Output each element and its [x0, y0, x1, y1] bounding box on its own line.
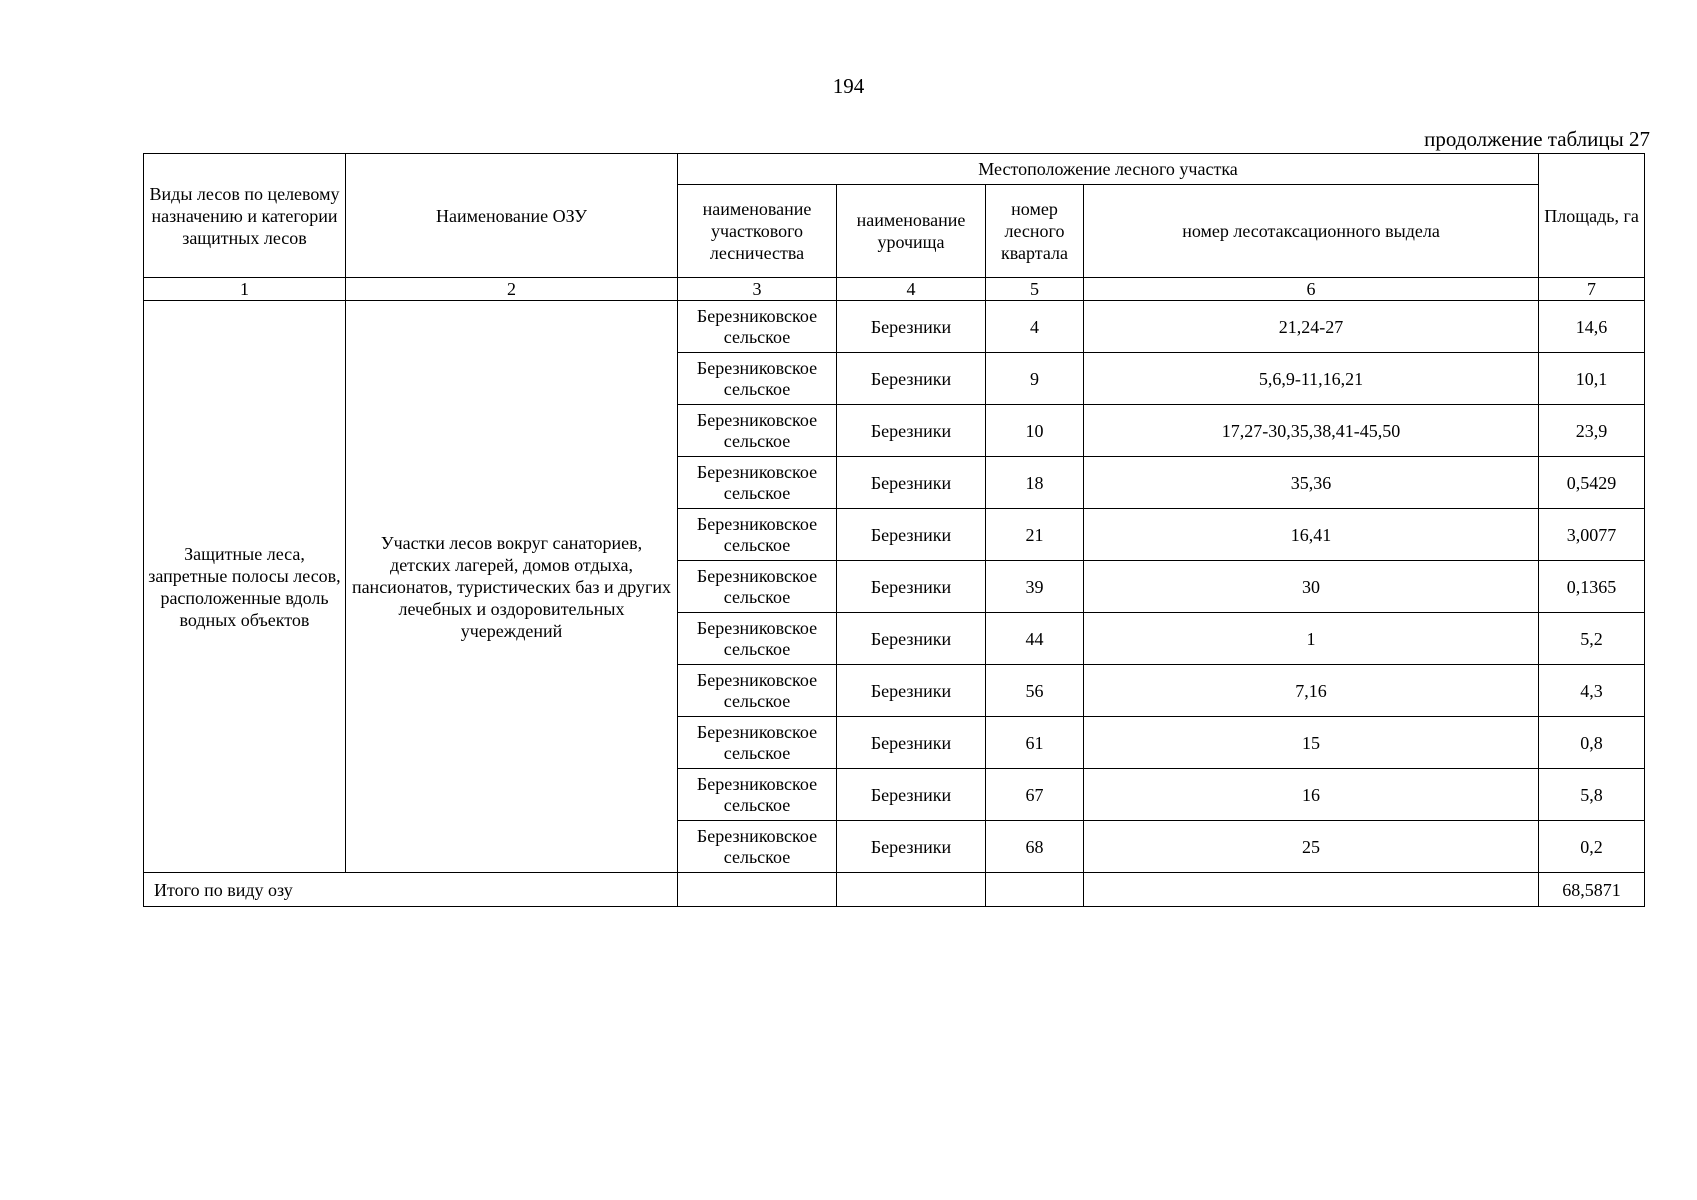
quarter-cell: 44: [986, 613, 1084, 665]
area-cell: 10,1: [1539, 353, 1645, 405]
total-empty-cell: [1084, 873, 1539, 907]
header-location-group: Местоположение лесного участка: [678, 154, 1539, 185]
district-forestry-cell: Березниковское сельское: [678, 561, 837, 613]
quarter-cell: 56: [986, 665, 1084, 717]
area-cell: 14,6: [1539, 301, 1645, 353]
allotment-cell: 16,41: [1084, 509, 1539, 561]
column-number: 4: [837, 278, 986, 301]
district-forestry-cell: Березниковское сельское: [678, 457, 837, 509]
tract-cell: Березники: [837, 665, 986, 717]
forest-plots-table: [143, 153, 1645, 907]
ozu-name-cell: Участки лесов вокруг санаториев, детских лагерей, домов отдыха, пансионатов, туристических баз и других лечебных и оздоровительных учереждений: [346, 301, 678, 873]
quarter-cell: 68: [986, 821, 1084, 873]
column-number: 5: [986, 278, 1084, 301]
district-forestry-cell: Березниковское сельское: [678, 613, 837, 665]
district-forestry-cell: Березниковское сельское: [678, 821, 837, 873]
tract-cell: Березники: [837, 301, 986, 353]
allotment-cell: 25: [1084, 821, 1539, 873]
quarter-cell: 9: [986, 353, 1084, 405]
area-cell: 0,8: [1539, 717, 1645, 769]
district-forestry-cell: Березниковское сельское: [678, 717, 837, 769]
column-number-row: [144, 278, 1645, 301]
tract-cell: Березники: [837, 509, 986, 561]
quarter-cell: 67: [986, 769, 1084, 821]
total-row: [144, 873, 1645, 907]
tract-cell: Березники: [837, 717, 986, 769]
quarter-cell: 4: [986, 301, 1084, 353]
quarter-cell: 61: [986, 717, 1084, 769]
header-ozu-name: Наименование ОЗУ: [346, 154, 678, 278]
allotment-cell: 5,6,9-11,16,21: [1084, 353, 1539, 405]
quarter-cell: 10: [986, 405, 1084, 457]
tract-cell: Березники: [837, 561, 986, 613]
district-forestry-cell: Березниковское сельское: [678, 301, 837, 353]
page-number: 194: [832, 74, 865, 98]
allotment-cell: 17,27-30,35,38,41-45,50: [1084, 405, 1539, 457]
allotment-cell: 35,36: [1084, 457, 1539, 509]
area-cell: 23,9: [1539, 405, 1645, 457]
area-cell: 0,5429: [1539, 457, 1645, 509]
quarter-cell: 39: [986, 561, 1084, 613]
area-cell: 3,0077: [1539, 509, 1645, 561]
district-forestry-cell: Березниковское сельское: [678, 509, 837, 561]
tract-cell: Березники: [837, 405, 986, 457]
total-label: Итого по виду озу: [144, 873, 678, 907]
column-number: 7: [1539, 278, 1645, 301]
total-area-cell: 68,5871: [1539, 873, 1645, 907]
column-number: 1: [144, 278, 346, 301]
header-allotment: номер лесотаксационного выдела: [1084, 185, 1539, 278]
quarter-cell: 21: [986, 509, 1084, 561]
table-continuation-label: продолжение таблицы 27: [1424, 127, 1650, 151]
area-cell: 5,2: [1539, 613, 1645, 665]
header-tract: наименование урочища: [837, 185, 986, 278]
allotment-cell: 21,24-27: [1084, 301, 1539, 353]
total-empty-cell: [837, 873, 986, 907]
area-cell: 0,1365: [1539, 561, 1645, 613]
header-quarter: номер лесного квартала: [986, 185, 1084, 278]
tract-cell: Березники: [837, 613, 986, 665]
tract-cell: Березники: [837, 457, 986, 509]
total-empty-cell: [678, 873, 837, 907]
allotment-cell: 16: [1084, 769, 1539, 821]
total-empty-cell: [986, 873, 1084, 907]
allotment-cell: 7,16: [1084, 665, 1539, 717]
header-district-forestry: наименование участкового лесничества: [678, 185, 837, 278]
district-forestry-cell: Березниковское сельское: [678, 769, 837, 821]
column-number: 3: [678, 278, 837, 301]
forest-type-cell: Защитные леса, запретные полосы лесов, расположенные вдоль водных объектов: [144, 301, 346, 873]
column-number: 6: [1084, 278, 1539, 301]
table-row: [144, 301, 1645, 353]
allotment-cell: 15: [1084, 717, 1539, 769]
area-cell: 4,3: [1539, 665, 1645, 717]
allotment-cell: 1: [1084, 613, 1539, 665]
header-area: Площадь, га: [1539, 154, 1645, 278]
area-cell: 0,2: [1539, 821, 1645, 873]
tract-cell: Березники: [837, 821, 986, 873]
tract-cell: Березники: [837, 769, 986, 821]
district-forestry-cell: Березниковское сельское: [678, 665, 837, 717]
area-cell: 5,8: [1539, 769, 1645, 821]
tract-cell: Березники: [837, 353, 986, 405]
district-forestry-cell: Березниковское сельское: [678, 353, 837, 405]
column-number: 2: [346, 278, 678, 301]
header-forest-type: Виды лесов по целевому назначению и категории защитных лесов: [144, 154, 346, 278]
quarter-cell: 18: [986, 457, 1084, 509]
district-forestry-cell: Березниковское сельское: [678, 405, 837, 457]
header-row-top: [144, 154, 1645, 185]
allotment-cell: 30: [1084, 561, 1539, 613]
